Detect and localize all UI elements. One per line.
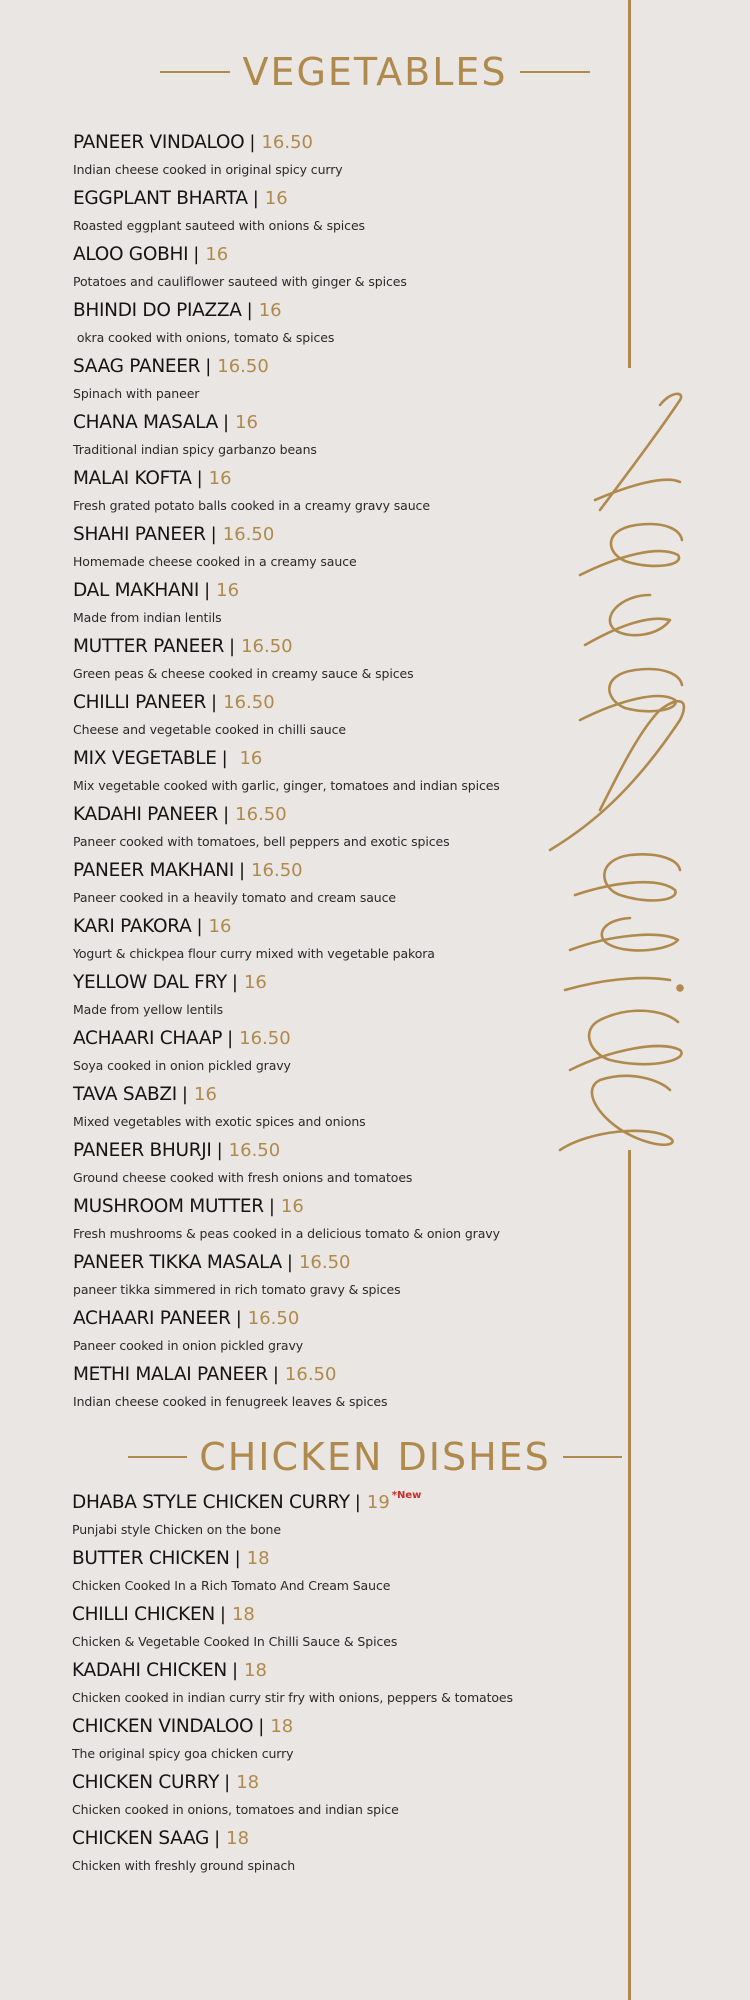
- price-separator: |: [239, 860, 246, 881]
- menu-item-title-line: [73, 692, 500, 722]
- menu-item-price: 16.50: [241, 636, 293, 657]
- menu-item-name: METHI MALAI PANEER: [73, 1364, 268, 1385]
- menu-item-price: 16: [280, 1196, 304, 1217]
- menu-item-price: 16: [205, 244, 229, 265]
- menu-item-name: ALOO GOBHI: [73, 244, 189, 265]
- section-title-vegetables: VEGETABLES: [242, 50, 508, 94]
- menu-item-description: Chicken & Vegetable Cooked In Chilli Sauce & Spices: [72, 1634, 398, 1649]
- header-rule-right: [563, 1456, 622, 1458]
- menu-item-title-line: [73, 860, 500, 890]
- price-separator: |: [223, 804, 230, 825]
- menu-item-price: 16.50: [235, 804, 287, 825]
- menu-item: [73, 1028, 500, 1084]
- menu-item-price: 16.50: [217, 356, 269, 377]
- menu-item: [73, 916, 500, 972]
- menu-item-description: Indian cheese cooked in fenugreek leaves & spices: [73, 1394, 388, 1409]
- menu-item-title-line: [73, 132, 500, 162]
- menu-item-price: 18: [231, 1604, 255, 1625]
- menu-item: [73, 300, 500, 356]
- price-separator: |: [354, 1492, 361, 1513]
- menu-item-description: Paneer cooked with tomatoes, bell peppers and exotic spices: [73, 834, 450, 849]
- menu-item-name: ACHAARI CHAAP: [73, 1028, 223, 1049]
- menu-item-title-line: [72, 1492, 513, 1522]
- menu-item: [72, 1772, 513, 1828]
- menu-item-name: KADAHI CHICKEN: [72, 1660, 227, 1681]
- menu-item: [72, 1604, 513, 1660]
- header-rule-left: [128, 1456, 187, 1458]
- menu-item: [73, 748, 500, 804]
- brand-script-logo: [540, 390, 700, 1170]
- menu-item-price: 16: [208, 916, 232, 937]
- menu-item-title-line: [73, 300, 500, 330]
- menu-item: [73, 636, 500, 692]
- menu-item-title-line: [73, 412, 500, 442]
- price-separator: |: [196, 916, 203, 937]
- menu-item-title-line: [73, 1196, 500, 1226]
- price-separator: |: [234, 1548, 241, 1569]
- menu-item-price: 18: [246, 1548, 270, 1569]
- price-separator: |: [223, 412, 230, 433]
- price-separator: |: [205, 356, 212, 377]
- menu-item: [73, 524, 500, 580]
- menu-item-title-line: [73, 1084, 500, 1114]
- menu-item-name: KARI PAKORA: [73, 916, 192, 937]
- menu-item: [72, 1716, 513, 1772]
- price-separator: |: [193, 244, 200, 265]
- menu-item-name: CHILLI CHICKEN: [72, 1604, 215, 1625]
- menu-item-description: Indian cheese cooked in original spicy curry: [73, 162, 343, 177]
- menu-item: [72, 1492, 513, 1548]
- price-separator: |: [272, 1364, 279, 1385]
- menu-item-name: KADAHI PANEER: [73, 804, 219, 825]
- new-badge: *New: [391, 1490, 422, 1501]
- menu-item-name: DHABA STYLE CHICKEN CURRY: [72, 1492, 350, 1513]
- menu-item-price: 19: [366, 1492, 390, 1513]
- menu-item-description: Soya cooked in onion pickled gravy: [73, 1058, 291, 1073]
- menu-item: [73, 972, 500, 1028]
- menu-item-description: Roasted eggplant sauteed with onions & spices: [73, 218, 365, 233]
- menu-item-description: Green peas & cheese cooked in creamy sauce & spices: [73, 666, 414, 681]
- menu-item-description: paneer tikka simmered in rich tomato gravy & spices: [73, 1282, 401, 1297]
- price-separator: |: [227, 1028, 234, 1049]
- menu-item-name: MIX VEGETABLE: [73, 748, 217, 769]
- price-separator: |: [258, 1716, 265, 1737]
- menu-item-price: 16: [233, 748, 263, 769]
- price-separator: |: [216, 1140, 223, 1161]
- menu-item-title-line: [73, 1252, 500, 1282]
- menu-item-name: CHANA MASALA: [73, 412, 219, 433]
- price-separator: |: [235, 1308, 242, 1329]
- price-separator: |: [210, 524, 217, 545]
- menu-item-price: 16.50: [251, 860, 303, 881]
- price-separator: |: [211, 692, 218, 713]
- menu-item-name: PANEER VINDALOO: [73, 132, 245, 153]
- menu-item-description: Fresh mushrooms & peas cooked in a delicious tomato & onion gravy: [73, 1226, 500, 1241]
- menu-item-description: Paneer cooked in a heavily tomato and cream sauce: [73, 890, 396, 905]
- menu-item: [73, 1308, 500, 1364]
- menu-item-description: Chicken cooked in indian curry stir fry with onions, peppers & tomatoes: [72, 1690, 513, 1705]
- menu-item-name: PANEER TIKKA MASALA: [73, 1252, 282, 1273]
- menu-item: [73, 1140, 500, 1196]
- menu-item-name: SHAHI PANEER: [73, 524, 206, 545]
- menu-item-description: Made from yellow lentils: [73, 1002, 224, 1017]
- menu-item-description: Yogurt & chickpea flour curry mixed with vegetable pakora: [73, 946, 435, 961]
- menu-item-title-line: [73, 468, 500, 498]
- menu-item-description: Made from indian lentils: [73, 610, 222, 625]
- menu-item-description: The original spicy goa chicken curry: [72, 1746, 294, 1761]
- section-header-chicken-dishes: [128, 1435, 622, 1479]
- menu-item-description: Spinach with paneer: [73, 386, 200, 401]
- menu-item-description: Chicken cooked in onions, tomatoes and indian spice: [72, 1802, 399, 1817]
- menu-item-price: 16.50: [223, 692, 275, 713]
- menu-item-price: 16: [208, 468, 232, 489]
- menu-item-title-line: [73, 916, 500, 946]
- menu-item-description: Ground cheese cooked with fresh onions and tomatoes: [73, 1170, 413, 1185]
- section-title-chicken-dishes: CHICKEN DISHES: [199, 1435, 551, 1479]
- menu-item-name: PANEER MAKHANI: [73, 860, 234, 881]
- price-separator: |: [181, 1084, 188, 1105]
- menu-item-description: Mixed vegetables with exotic spices and onions: [73, 1114, 366, 1129]
- menu-item-name: DAL MAKHANI: [73, 580, 200, 601]
- menu-item: [72, 1828, 513, 1884]
- menu-item-title-line: [73, 804, 500, 834]
- menu-item-title-line: [73, 1308, 500, 1338]
- price-separator: |: [204, 580, 211, 601]
- menu-item-price: 16: [264, 188, 288, 209]
- menu-item-title-line: [73, 1028, 500, 1058]
- menu-item-title-line: [72, 1604, 513, 1634]
- menu-item-name: CHILLI PANEER: [73, 692, 207, 713]
- decorative-vertical-line-bottom: [628, 1150, 631, 2000]
- price-separator: |: [246, 300, 253, 321]
- menu-item-price: 16.50: [222, 524, 275, 545]
- section-header-vegetables: [160, 50, 590, 94]
- menu-item-title-line: [73, 188, 500, 218]
- price-separator: |: [196, 468, 203, 489]
- menu-item-price: 18: [226, 1828, 250, 1849]
- menu-item: [73, 692, 500, 748]
- price-separator: |: [224, 1772, 231, 1793]
- menu-item-name: SAAG PANEER: [73, 356, 201, 377]
- menu-item-name: PANEER BHURJI: [73, 1140, 212, 1161]
- menu-item-name: CHICKEN SAAG: [72, 1828, 210, 1849]
- menu-item-name: MUSHROOM MUTTER: [73, 1196, 264, 1217]
- menu-item: [72, 1660, 513, 1716]
- chicken-menu-list: [72, 1492, 513, 1884]
- menu-item-name: CHICKEN VINDALOO: [72, 1716, 254, 1737]
- menu-item: [73, 580, 500, 636]
- price-separator: |: [231, 972, 238, 993]
- vegetables-menu-list: [73, 132, 500, 1420]
- menu-item: [73, 1364, 500, 1420]
- menu-item-description: Punjabi style Chicken on the bone: [72, 1522, 281, 1537]
- price-separator: |: [249, 132, 256, 153]
- menu-item-description: Homemade cheese cooked in a creamy sauce: [73, 554, 357, 569]
- menu-item-name: MUTTER PANEER: [73, 636, 225, 657]
- menu-item-title-line: [72, 1548, 513, 1578]
- price-separator: |: [231, 1660, 239, 1681]
- menu-item-name: TAVA SABZI: [73, 1084, 177, 1105]
- menu-item: [73, 804, 500, 860]
- menu-item-description: Chicken with freshly ground spinach: [72, 1858, 296, 1873]
- menu-item: [73, 468, 500, 524]
- menu-item-title-line: [73, 580, 500, 610]
- menu-item-price: 16.50: [247, 1308, 300, 1329]
- price-separator: |: [221, 748, 228, 769]
- decorative-vertical-line-top: [628, 0, 631, 368]
- menu-item-price: 16: [216, 580, 240, 601]
- menu-item-price: 18: [236, 1772, 260, 1793]
- menu-item-description: Potatoes and cauliflower sauteed with ginger & spices: [73, 274, 407, 289]
- menu-item-description: Fresh grated potato balls cooked in a creamy gravy sauce: [73, 498, 430, 513]
- menu-item-name: BHINDI DO PIAZZA: [73, 300, 242, 321]
- price-separator: |: [229, 636, 236, 657]
- menu-item-description: Mix vegetable cooked with garlic, ginger, tomatoes and indian spices: [73, 778, 500, 793]
- menu-item: [72, 1548, 513, 1604]
- price-separator: |: [268, 1196, 275, 1217]
- menu-item-title-line: [72, 1716, 513, 1746]
- menu-item: [73, 244, 500, 300]
- menu-item-description: Chicken Cooked In a Rich Tomato And Cream Sauce: [72, 1578, 391, 1593]
- header-rule-left: [160, 71, 230, 73]
- price-separator: |: [252, 188, 259, 209]
- menu-item-description: Cheese and vegetable cooked in chilli sauce: [73, 722, 346, 737]
- menu-item-price: 16.50: [261, 132, 313, 153]
- menu-item-price: 16.50: [228, 1140, 281, 1161]
- price-separator: |: [286, 1252, 293, 1273]
- menu-item-title-line: [72, 1772, 513, 1802]
- menu-item: [73, 860, 500, 916]
- menu-item-name: CHICKEN CURRY: [72, 1772, 220, 1793]
- menu-item: [73, 1084, 500, 1140]
- menu-item-title-line: [73, 244, 500, 274]
- menu-item-name: BUTTER CHICKEN: [72, 1548, 230, 1569]
- menu-item-title-line: [73, 356, 500, 386]
- menu-item-title-line: [73, 524, 500, 554]
- menu-item-title-line: [72, 1660, 513, 1690]
- menu-item: [73, 1196, 500, 1252]
- menu-item-title-line: [72, 1828, 513, 1858]
- menu-item-price: 16.50: [239, 1028, 291, 1049]
- menu-item-title-line: [73, 1364, 500, 1394]
- menu-item-name: MALAI KOFTA: [73, 468, 192, 489]
- menu-item: [73, 1252, 500, 1308]
- menu-item-name: EGGPLANT BHARTA: [73, 188, 248, 209]
- menu-item-price: 16: [194, 1084, 217, 1105]
- menu-item-name: ACHAARI PANEER: [73, 1308, 231, 1329]
- menu-item: [73, 412, 500, 468]
- menu-item-title-line: [73, 748, 500, 778]
- menu-item-price: 16.50: [284, 1364, 337, 1385]
- menu-item-title-line: [73, 1140, 500, 1170]
- menu-item-description: Paneer cooked in onion pickled gravy: [73, 1338, 304, 1353]
- menu-item: [73, 356, 500, 412]
- menu-item-price: 16: [243, 972, 267, 993]
- menu-item-price: 16.50: [298, 1252, 351, 1273]
- price-separator: |: [214, 1828, 221, 1849]
- menu-item: [73, 132, 500, 188]
- menu-item-description: Traditional indian spicy garbanzo beans: [73, 442, 317, 457]
- price-separator: |: [219, 1604, 226, 1625]
- menu-item-title-line: [73, 636, 500, 666]
- menu-item-price: 18: [244, 1660, 267, 1681]
- menu-item-title-line: [73, 972, 500, 1002]
- menu-item-description: okra cooked with onions, tomato & spices: [73, 330, 335, 345]
- menu-item-price: 18: [270, 1716, 294, 1737]
- header-rule-right: [520, 71, 590, 73]
- menu-item-name: YELLOW DAL FRY: [73, 972, 227, 993]
- menu-item-price: 16: [258, 300, 282, 321]
- menu-item-price: 16: [235, 412, 258, 433]
- menu-item: [73, 188, 500, 244]
